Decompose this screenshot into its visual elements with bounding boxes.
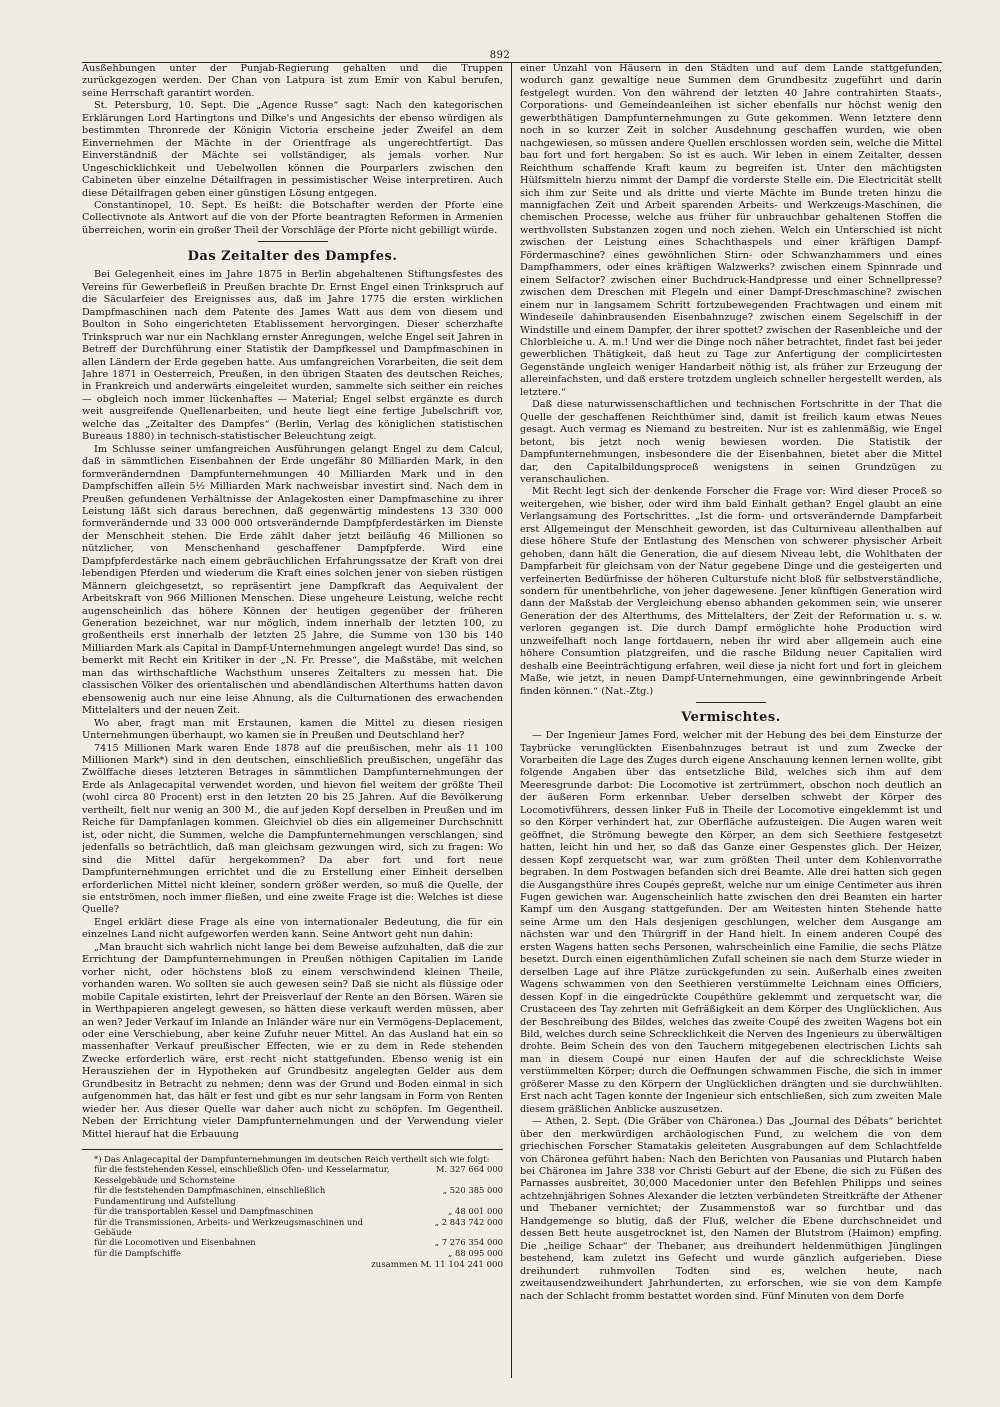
footnote <box>82 1149 503 1270</box>
article-paragraph: Daß diese naturwissenschaftlichen und technischen Fortschritte in der That die Quelle der geschaffenen Reichthümer sind, damit ist freilich kaum etwas Neues gesagt. Auch vermag es Niemand zu bestreiten. Nur ist es zahlenmäßig, wie Engel betont, bis jetzt noch wenig bewiesen worden. Die Statistik der Dampfunternehmungen, insbesondere die der Eisenbahnen, bietet aber die Mittel dar, den Capitalbildungsproceß wenigstens in seinen Grundzügen zu veranschaulichen. <box>520 399 942 485</box>
footnote-row <box>82 1185 503 1206</box>
article-paragraph: 7415 Millionen Mark waren Ende 1878 auf die preußischen, mehr als 11 100 Millionen Mark*) sind in den deutschen, einschließlich preußischen, ungefähr das Zwölffache dieses letzteren Betrages in sämmtlichen Dampfunternehmungen der Erde als Anlagecapital verwendet worden, und hievon fiel weitem der größte Theil (wohl circa 80 Procent) erst in den letzten 20 bis 25 Jahren. Auf die Bevölkerung vertheilt, fielt nur wenig an 300 M., die auf jeden Kopf derselben in Preußen und im Reiche für Dampfanlagen kommen. Gleichviel ob dies ein allgemeiner Durchschnitt ist, oder nicht, die Summen, welche die Dampfunternehmungen verschlangen, sind jedenfalls so beträchtlich, daß man gleichsam gezwungen wird, sich zu fragen: Wo sind die Mittel dafür hergekommen? Da aber fort und fort neue Dampfunternehmungen errichtet und die zu Erstellung einer Einheit derselben erforderlichen Mittel nicht kleiner, sondern größer werden, so muß die Quelle, der sie entströmen, noch immer fließen, und eine zweite Frage ist die: Welches ist diese Quelle? <box>82 742 503 916</box>
footnote-amount: „ 520 385 000 <box>442 1185 503 1196</box>
article-paragraph: Mit Recht legt sich der denkende Forscher die Frage vor: Wird dieser Proceß so weitergehen, wie bisher, oder wird ihm bald Einhalt gethan? Engel glaubt an eine Verlangsamung des Fortschrittes. „Ist die form- und ortsverändernde Dampfarbeit erst Allgemeingut der Menschheit geworden, ist das Culturniveau allenthalben auf diese höhere Stufe der Entlastung des Menschen von schwerer physischer Arbeit gehoben, dann hält die Generation, die auf diesem Niveau lebt, die Wohlthaten der Dampfarbeit für gleichsam von der Natur gegebene Dinge und die gesteigerten und verfeinerten Bedürfnisse der höheren Culturstufe nicht bloß für selbstverständliche, sondern für unentbehrliche, von jeher dagewesene. Jener künftigen Generation wird dann der Maßstab der Vergleichung ebenso abhanden gekommen sein, wie unserer Generation der des Alterthums, des Mittelalters, der Zeit der Reformation u. s. w. verloren gegangen ist. Die durch Dampf ermöglichte hohe Production wird unzweifelhaft noch lange fortdauern, neben ihr wird aber allgemein auch eine höhere Consumtion platzgreifen, und die rasche Bildung neuer Capitalien wird deshalb eine Beeinträchtigung erfahren, weil diese ja nicht fort und fort in gleichem Maße, wie jetzt, in neuen Dampf-Unternehmungen, eine gewinnbringende Arbeit finden können.“ (Nat.-Ztg.) <box>520 486 942 697</box>
article-paragraph: Wo aber, fragt man mit Erstaunen, kamen die Mittel zu diesen riesigen Unternehmungen überhaupt, wo kamen sie in Preußen und Deutschland her? <box>82 717 503 742</box>
columns <box>82 62 942 1378</box>
news-paragraph: Ausßehbungen unter der Punjab-Regierung gehalten und die Truppen zurückgezogen werden. Der Chan von Latpura ist zum Emir von Kabul berufen, seine Herrschaft garantirt worden. <box>82 63 503 99</box>
footnote-label: für die Transmissionen, Arbeits- und Werkzeugsmaschinen und Gebäude <box>94 1216 364 1237</box>
article-paragraph: Bei Gelegenheit eines im Jahre 1875 in Berlin abgehaltenen Stiftungsfestes des Vereins für Gewerbefleiß in Preußen brachte Dr. Ernst Engel einen Trinkspruch auf die Säcularfeier des Ereignisses aus, daß im Jahre 1775 die ersten wirklichen Dampfmaschinen nach dem Patente des James Watt aus dem von diesem und Boulton in Soho eingerichteten Etablissement hervorgingen. Dieser scherzhafte Trinkspruch war nur ein Nachklang ernster Anregungen, welche Engel seit Jahren in Betreff der Durchführung einer Statistik der Dampfkessel und Dampfmaschinen in allen Ländern der Erde gegeben hatte. Aus umfangreichen Vorarbeiten, die seit dem Jahre 1871 in Oesterreich, Preußen, in den übrigen Staaten des deutschen Reiches, in Frankreich und anderwärts eingeleitet wurden, sammelte sich seither ein reiches — obgleich noch immer lückenhaftes — Material; Engel selbst ergänzte es durch weit ausgreifende Quellenarbeiten, und heute liegt eine fertige Jubelschrift vor, welche das „Zeitalter des Dampfes“ (Berlin, Verlag des königlichen statistischen Bureaus 1880) in technisch-statistischer Beleuchtung zeigt. <box>82 269 503 443</box>
article-paragraph: Im Schlusse seiner umfangreichen Ausführungen gelangt Engel zu dem Calcul, daß in sämmtlichen Eisenbahnen der Erde ungefähr 80 Milliarden Mark, in den formveränderndnen Dampfunternehmungen 40 Milliarden Mark und in den Dampfschiffen allein 5½ Milliarden Mark nachweisbar investirt sind. Nach dem in Preußen gefundenen Verhältnisse der Anlagekosten einer Dampfmaschine zu ihrer Leistung läßt sich daraus berechnen, daß gegenwärtig mindestens 13 330 000 formverändernde und 33 000 000 ortsverändernde Dampfpferdestärken im Dienste der Menschheit stehen. Die Erde zählt daher jetzt beiläufig 46 Millionen so nützlicher, von Menschenhand geschaffener Dampfpferde. Wird eine Dampfpferdestärke nach einem gebräuchlichen Erfahrungssatze der Kraft von drei lebendigen Pferden und wiederum die Kraft eines solchen jener von sieben rüstigen Männern gleichgesetzt, so repräsentirt jene Dampfkraft das Aequivalent der Arbeitskraft von 966 Millionen Menschen. Diese ungeheure Leistung, welche recht augenscheinlich das höhere Können der heutigen gegenüber der früheren Generation bezeichnet, war nur möglich, indem innerhalb der letzten 100, zu großentheils erst innerhalb der letzten 25 Jahre, die Summe von 130 bis 140 Milliarden Mark als Capital in Dampf-Unternehmungen angelegt wurde! Das sind, so bemerkt mit Recht ein Kritiker in der „N. Fr. Presse“, die Maßstäbe, mit welchen man das wirthschaftliche Wachsthum unseres Zeitalters zu messen hat. Die classischen Völker des orientalischen und abendländischen Alterthums hatten davon ebensowenig auch nur eine leise Ahnung, als die Culturnationen des erwachenden Mittelalters und der neuen Zeit. <box>82 443 503 717</box>
footnote-row <box>82 1164 503 1185</box>
news-paragraph: Constantinopel, 10. Sept. Es heißt: die Botschafter werden der Pforte eine Collectivnote als Antwort auf die von der Pforte beantragten Reformen in Armenien überreichen, worin ein großer Theil der Vorschläge der Pforte nicht gebilligt würde. <box>82 199 503 236</box>
footnote-amount: „ 48 001 000 <box>448 1206 503 1217</box>
divider <box>258 241 328 242</box>
footnote-row <box>82 1206 503 1216</box>
section-title: Vermischtes. <box>681 710 781 726</box>
footnote-amount: M. 327 664 000 <box>435 1164 503 1175</box>
news-paragraph: St. Petersburg, 10. Sept. Die „Agence Russe“ sagt: Nach den kategorischen Erklärungen Lord Hartingtons und Dilke's und Angesichts der ebenso würdigen als bestimmten Thronrede der Königin Victoria erscheine jeder Zweifel an dem Einvernehmen der Mächte in der Orientfrage als ungerechtfertigt. Das Einverständniß der Mächte sei vollständiger, als jemals vorher. Nur Ungeschicklichkeit und Uebelwollen können die Pourparlers zwischen den Cabineten über einzelne Détailfragen in pessimistischer Weise interpretiren. Auch diese Détailfragen geben einer günstigen Lösung entgegen. <box>82 100 503 199</box>
article-paragraph: „Man braucht sich wahrlich nicht lange bei dem Beweise aufzuhalten, daß die zur Errichtung der Dampfunternehmungen in Preußen nöthigen Capitalien im Lande vorher nicht, oder höchstens bloß zu einem verschwindend kleinen Theile, vorhanden waren. Wo sollten sie auch gewesen sein? Daß sie nicht als flüssige oder mobile Capitale existirten, lehrt der Preisverlauf der Rente an den Börsen. Wären sie in Werthpapieren angelegt gewesen, so hätten diese verkauft werden müssen, aber an wen? Jeder Verkauf im Inlande an Inländer wäre nur ein Vermögens-Deplacement, oder eine Verschiebung, aber keine Zufuhr neuer Mittel. An das Ausland hat ein so massenhafter Verkauf preußischer Effecten, wie er zu dem in Rede stehenden Zwecke erforderlich wäre, erst recht nicht stattgefunden. Ebenso wenig ist ein Herausziehen der in Hypotheken auf Grundbesitz angelegten Gelder aus dem Grundbesitz in Betracht zu nehmen; denn was der Grund und Boden einmal in sich aufgenommen hat, das hält er fest und gibt es nur sehr langsam in Form von Renten wieder her. Aus dieser Quelle war daher auch nicht zu schöpfen. Im Gegentheil. Neben der Errichtung vieler Dampfunternehmungen und der Verwendung vieler Mittel hierauf hat die Erbauung <box>82 941 504 1140</box>
footnote-amount: „ 88 095 000 <box>448 1247 503 1258</box>
footnote-label: für die feststehenden Dampfmaschinen, einschließlich Fundamentirung und Aufstellung <box>94 1185 326 1206</box>
left-column <box>82 63 512 1378</box>
footnote-row <box>82 1248 503 1258</box>
footnote-amount: „ 7 276 354 000 <box>434 1237 503 1248</box>
misc-paragraph: — Der Ingenieur James Ford, welcher mit der Hebung des bei dem Einsturze der Taybrücke verunglückten Eisenbahnzuges betraut ist und zum Zwecke der Vorarbeiten die Lage des Zuges durch eigene Anschauung kennen lernen wollte, gibt folgende Angaben über das entsetzliche Bild, welches sich ihm auf dem Meeresgrunde darbot: Die Locomotive ist zertrümmert, obschon noch deutlich an der äußeren Form erkennbar. Ueber derselben schwebt der Körper des Locomotivführers, dessen linker Fuß in Theile der Locomotive eingeklemmt ist und so den Körper verhindert hat, zur Oberfläche aufzusteigen. Die Augen waren weit geöffnet, die Strömung bewegte den Körper, an dem sich Seethiere festgesetzt hatten, leicht hin und her, so daß das Ganze einer Gespenstes glich. Der Heizer, dessen Kopf zerquetscht war, war zum größten Theil unter dem Kohlenvorrathe begraben. In dem Postwagen befanden sich drei Beamte. Alle drei hatten sich gegen die Ausgangsthüre ihres Coupés gepreßt, welche nur um einige Centimeter aus ihren Fugen gewichen war. Augenscheinlich hatte zwischen den drei Beamten ein harter Kampf um den Ausgang stattgefunden. Der am Weitesten hinten Stehende hatte seine Arme um den Hals desjenigen geschlungen, welcher dem Ausgange am nächsten war und den Thürgriff in der Hand hielt. In einem anderen Coupé des ersten Wagens hatten sechs Personen, wahrscheinlich eine Familie, die sechs Plätze besetzt. Durch einen eigenthümlichen Zufall scheinen sie nach dem Sturze wieder in derselben Lage auf ihre Plätze zurückgefunden zu sein. Außerhalb eines zweiten Wagens schwammen von den Seethieren verstümmelte Leichnam eines Officiers, dessen Kopf in die eingedrückte Coupéthüre geklemmt und zerquetscht war, die Crustaceen des Tay zehrten mit Gefräßigkeit an dem Körper des Unglücklichen. Aus der Beschreibung des Bildes, welches das zweite Coupé des zweiten Wagens bot ein Bild, welches durch seine Schrecklichkeit die Nerven des Ingenieurs zu überwältigen drohte. Beim Schein des von den Tauchern mitgegebenen electrischen Lichts sah man in diesem Coupé nur einen Haufen der auf die schrecklichste Weise verstümmelten Körper; durch die Oeffnungen schwammen Fische, die sich in immer größerer Masse zu den Körpern der Unglücklichen drängten und sie durchwühlten. Erst nach acht Tagen konnte der Ingenieur sich entschließen, sich zum zweiten Male diesem gräßlichen Anblicke auszusetzen. <box>520 730 942 1115</box>
footnote-intro: *) Das Anlagecapital der Dampfunternehmungen im deutschen Reich vertheilt sich wie folgt: <box>94 1154 490 1165</box>
footnote-row <box>82 1237 503 1247</box>
footnote-label: für die feststehenden Kessel, einschließlich Ofen- und Kesselarmatur, Kesselgebäude und Schornsteine <box>94 1164 390 1185</box>
footnote-label: für die Dampfschiffe <box>94 1247 181 1258</box>
footnote-total: zusammen M. 11 104 241 000 <box>371 1260 503 1271</box>
footnote-amount: „ 2 843 742 000 <box>434 1216 503 1227</box>
page-number: 892 <box>489 50 511 61</box>
footnote-label: für die Locomotiven und Eisenbahnen <box>94 1237 256 1248</box>
footnote-row <box>82 1217 503 1238</box>
misc-paragraph: — Athen, 2. Sept. (Die Gräber von Chäronea.) Das „Journal des Débats“ berichtet über den merkwürdigen archäologischen Fund, zu welchem die von dem griechischen Forscher Stamatakis geleiteten Ausgrabungen auf dem Schlachtfelde von Chäronea geführt haben: Nach den Berichten von Pausanias und Plutarch haben bei Chäronea im Jahre 338 vor Christi Geburt auf der Ebene, die sich zu Füßen des Parnasses ausbreitet, 30,000 Macedonier unter den Befehlen Philipps und seines achtzehnjährigen Sohnes Alexander die letzten verbündeten Streitkräfte der Athener und Thebaner vernichtet; der Zusammenstoß war so furchtbar und das Handgemenge so blutig, daß der Fluß, welcher die Ebene durchschneidet und dessen Bett heute ausgetrocknet ist, den Namen der Blutstrom (Haimon) empfing. Die „heilige Schaar“ der Thebaner, aus dreihundert heldenmüthigen Jünglingen bestehend, kam zuletzt ins Gefecht und wurde gänzlich aufgerieben. Diese dreihundert ruhmvollen Todten sind es, welchen heute, nach zweitausendzweihundert Jahrhunderten, zu erforschen, wie sie von dem Kampfe nach der Schlacht fromm bestattet worden sind. Fünf Minuten von dem Dorfe <box>520 1116 942 1302</box>
article-paragraph: Engel erklärt diese Frage als eine von internationaler Bedeutung, die für ein einzelnes Land nicht aufgeworfen werden kann. Seine Antwort geht nun dahin: <box>82 916 503 941</box>
right-column <box>512 63 942 1378</box>
article-paragraph: einer Unzahl von Häusern in den Städten und auf dem Lande stattgefunden, wodurch ganz gewaltige neue Summen dem Grundbesitz zugeführt und darin festgelegt wurden. Von den während der letzten 40 Jahre contrahirten Staats-, Corporations- und Gemeindeanleihen ist sicher ebenfalls nur höchst wenig den gewerbthätigen Dampfunternehmungen zu Gute gekommen. Wenn letztere denn noch in so kurzer Zeit in solcher Ausdehnung geschaffen wurden, wie oben nachgewiesen, so müssen andere Quellen erschlossen worden sein, welche die Mittel bau fort und fort hergaben. So ist es auch. Wir leben in einem Zeitalter, dessen Reichthum schaffende Kraft kaum zu begreifen ist. Unter den mächtigsten Hülfsmitteln hierzu nimmt der Dampf die vorderste Stelle ein. Die Electricität stellt sich ihm zur Seite und als dritte und vierte Mächte im Bunde treten hinzu die mannigfachen Zeit und Arbeit sparenden Arbeits- und Werkzeugs-Maschinen, die chemischen Processe, welche aus früher für unbrauchbar gehaltenen Stoffen die werthvollsten Substanzen zogen und noch ziehen. Welch ein Unterschied ist nicht zwischen der Leistung eines Schachthaspels und einer kräftigen Dampf-Fördermaschine? eines gewöhnlichen Stirn- oder Schwanzhammers und eines Dampfhammers, oder eines kräftigen Walzwerks? zwischen einem Spinnrade und einem Selfactor? zwischen einer Buchdruck-Handpresse und einer Schnellpresse? zwischen dem Dreschen mit Flegeln und einer Dampf-Dreschmaschine? zwischen einem nur in langsamem Schritt fortzubewegenden Frachtwagen und einem mit Windeseile dahinbrausenden Eisenbahnzuge? zwischen einem Segelschiff in der Windstille und einem Dampfer, der ihrer spottet? zwischen der Rasenbleiche und der Chlorbleiche u. A. m.! Und wer die Dinge noch näher betrachtet, findet fast bei jeder gewerblichen Thätigkeit, daß heut zu Tage zur Anfertigung der complicirtesten Gegenstände ungleich weniger Handarbeit nöthig ist, als früher zur Erzeugung der allereinfachsten, und daß erstere trotzdem ungleich schneller hergestellt werden, als letztere.“ <box>520 63 942 398</box>
article-title: Das Zeitalter des Dampfes. <box>187 249 398 265</box>
divider <box>696 702 766 703</box>
footnote-label: für die transportablen Kessel und Dampfmaschinen <box>94 1206 314 1217</box>
